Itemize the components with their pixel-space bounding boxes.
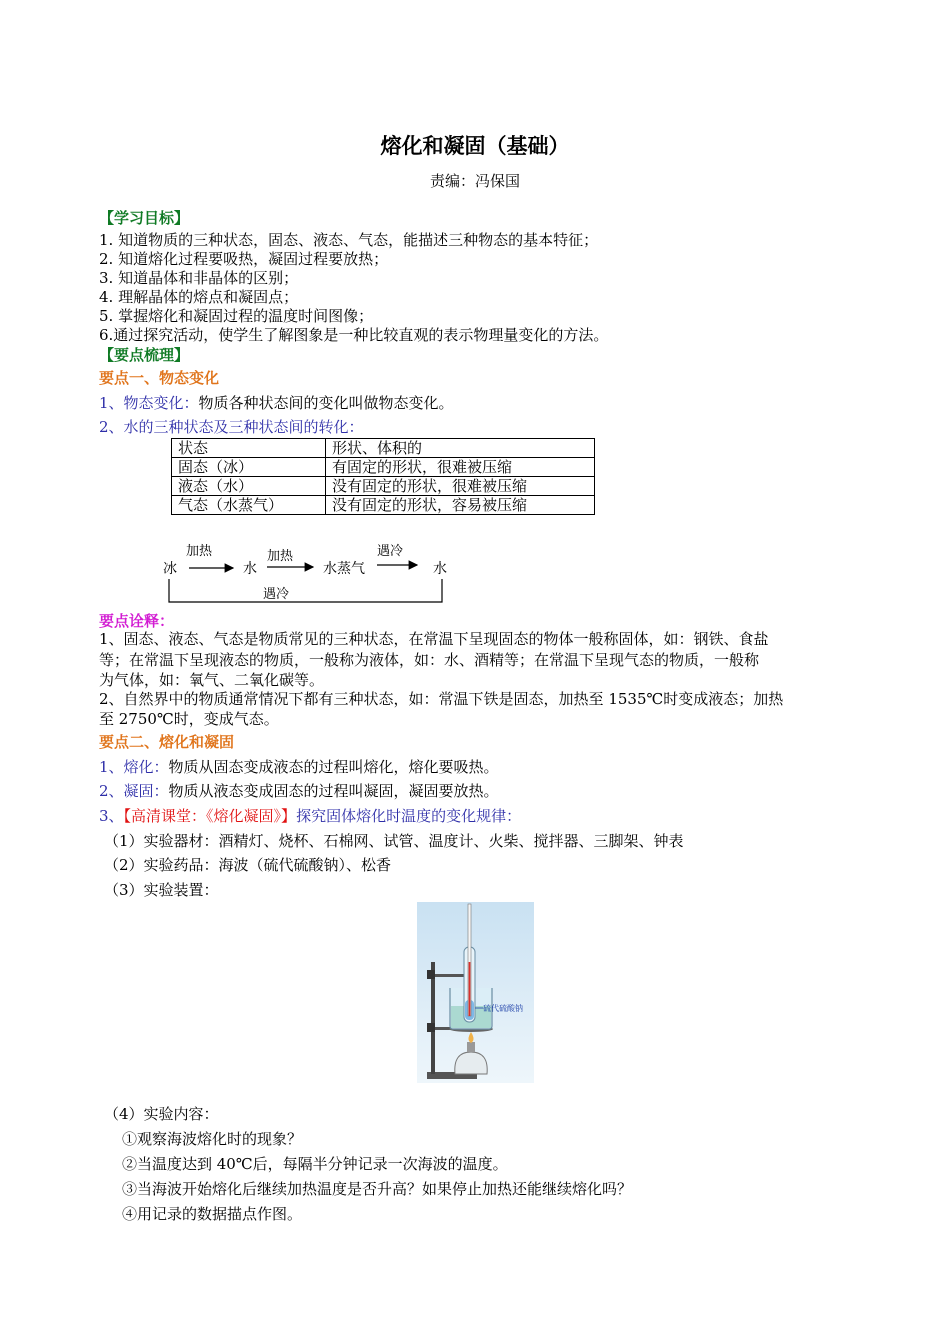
return-label-cool: 遇冷 [263, 586, 290, 601]
objective-item: 2. 知道熔化过程要吸热，凝固过程要放热； [99, 250, 389, 268]
table-row [172, 477, 595, 496]
apparatus-label: 硫代硫酸钠 [483, 1004, 523, 1013]
table-row [172, 439, 595, 458]
arrow-label-heat: 加热 [186, 543, 213, 558]
table-cell: 没有固定的形状，容易被压缩 [326, 496, 595, 515]
node-ice: 冰 [163, 560, 177, 576]
table-cell: 没有固定的形状，很难被压缩 [326, 477, 595, 496]
content-item: ①观察海波熔化时的现象？ [122, 1130, 303, 1148]
editor-line: 责编：冯保国 [429, 172, 520, 190]
node-vapor: 水蒸气 [323, 560, 365, 576]
table-cell: 气态（水蒸气） [172, 496, 326, 515]
definition-text: 物质从固态变成液态的过程叫熔化，熔化要吸热。 [168, 758, 499, 776]
point1-item1 [99, 394, 454, 413]
node-water: 水 [243, 560, 257, 576]
point1-item2-title: 2、水的三种状态及三种状态间的转化： [99, 418, 364, 436]
points-heading: 【要点梳理】 [99, 346, 190, 364]
table-cell: 固态（冰） [172, 458, 326, 477]
term-solidification: 2、凝固： [99, 782, 169, 800]
objective-item: 3. 知道晶体和非晶体的区别； [99, 269, 299, 287]
table-header-cell: 形状、体积的 [326, 439, 595, 458]
experiment-line: （2）实验药品：海波（硫代硫酸钠）、松香 [104, 856, 392, 874]
arrow-label-cool: 遇冷 [377, 543, 404, 558]
table-cell: 有固定的形状，很难被压缩 [326, 458, 595, 477]
content-heading: （4）实验内容： [104, 1105, 219, 1123]
content-item: ④用记录的数据描点作图。 [122, 1205, 303, 1223]
note-line: 1、固态、液态、气态是物质常见的三种状态，在常温下呈现固态的物体一般称固体，如：钢铁、食盐 [99, 630, 769, 648]
objectives-heading: 【学习目标】 [99, 209, 190, 227]
definition-text: 物质从液态变成固态的过程叫凝固，凝固要放热。 [168, 782, 499, 800]
table-header-cell: 状态 [172, 439, 326, 458]
point2-item1 [99, 758, 499, 777]
return-path-line [169, 579, 442, 602]
arrow-label-heat-2: 加热 [267, 548, 294, 563]
point2-item2 [99, 782, 499, 801]
term-melting: 1、熔化： [99, 758, 169, 776]
point1-heading: 要点一、物态变化 [99, 369, 220, 387]
objective-item: 6.通过探究活动，使学生了解图象是一种比较直观的表示物理量变化的方法。 [99, 326, 609, 344]
experiment-title: 探究固体熔化时温度的变化规律： [296, 807, 522, 825]
experiment-line: （1）实验器材：酒精灯、烧杯、石棉网、试管、温度计、火柴、搅拌器、三脚架、钟表 [104, 832, 684, 850]
notes-heading: 要点诠释： [99, 612, 175, 630]
experiment-apparatus-image [417, 902, 534, 1083]
experiment-line: （3）实验装置： [104, 881, 219, 899]
objective-item: 5. 掌握熔化和凝固过程的温度时间图像； [99, 307, 374, 325]
note-line: 为气体，如：氧气、二氧化碳等。 [99, 671, 325, 689]
item-number: 3、 [99, 807, 124, 825]
node-water-2: 水 [433, 560, 447, 576]
table-row [172, 458, 595, 477]
content-item: ③当海波开始熔化后继续加热温度是否升高？如果停止加热还能继续熔化吗？ [122, 1180, 633, 1198]
content-item: ②当温度达到 40℃后，每隔半分钟记录一次海波的温度。 [122, 1155, 508, 1173]
state-transition-diagram [155, 538, 465, 608]
states-table [171, 438, 595, 515]
term-state-change: 1、物态变化： [99, 394, 199, 412]
point2-item3 [99, 807, 521, 826]
table-cell: 液态（水） [172, 477, 326, 496]
note-line: 至 2750℃时，变成气态。 [99, 710, 279, 728]
point2-heading: 要点二、熔化和凝固 [99, 733, 235, 751]
objective-item: 4. 理解晶体的熔点和凝固点； [99, 288, 299, 306]
table-row [172, 496, 595, 515]
page-title: 熔化和凝固（基础） [380, 133, 570, 158]
objective-item: 1. 知道物质的三种状态，固态、液态、气态，能描述三种物态的基本特征； [99, 231, 599, 249]
note-line: 2、自然界中的物质通常情况下都有三种状态，如：常温下铁是固态，加热至 1535℃时变成液态；加热 [99, 690, 784, 708]
hd-class-link[interactable]: 【高清课堂：《熔化凝固》】 [123, 807, 297, 825]
note-line: 等；在常温下呈现液态的物质，一般称为液体，如：水、酒精等；在常温下呈现气态的物质，一般称 [99, 651, 760, 669]
definition-text: 物质各种状态间的变化叫做物态变化。 [198, 394, 454, 412]
